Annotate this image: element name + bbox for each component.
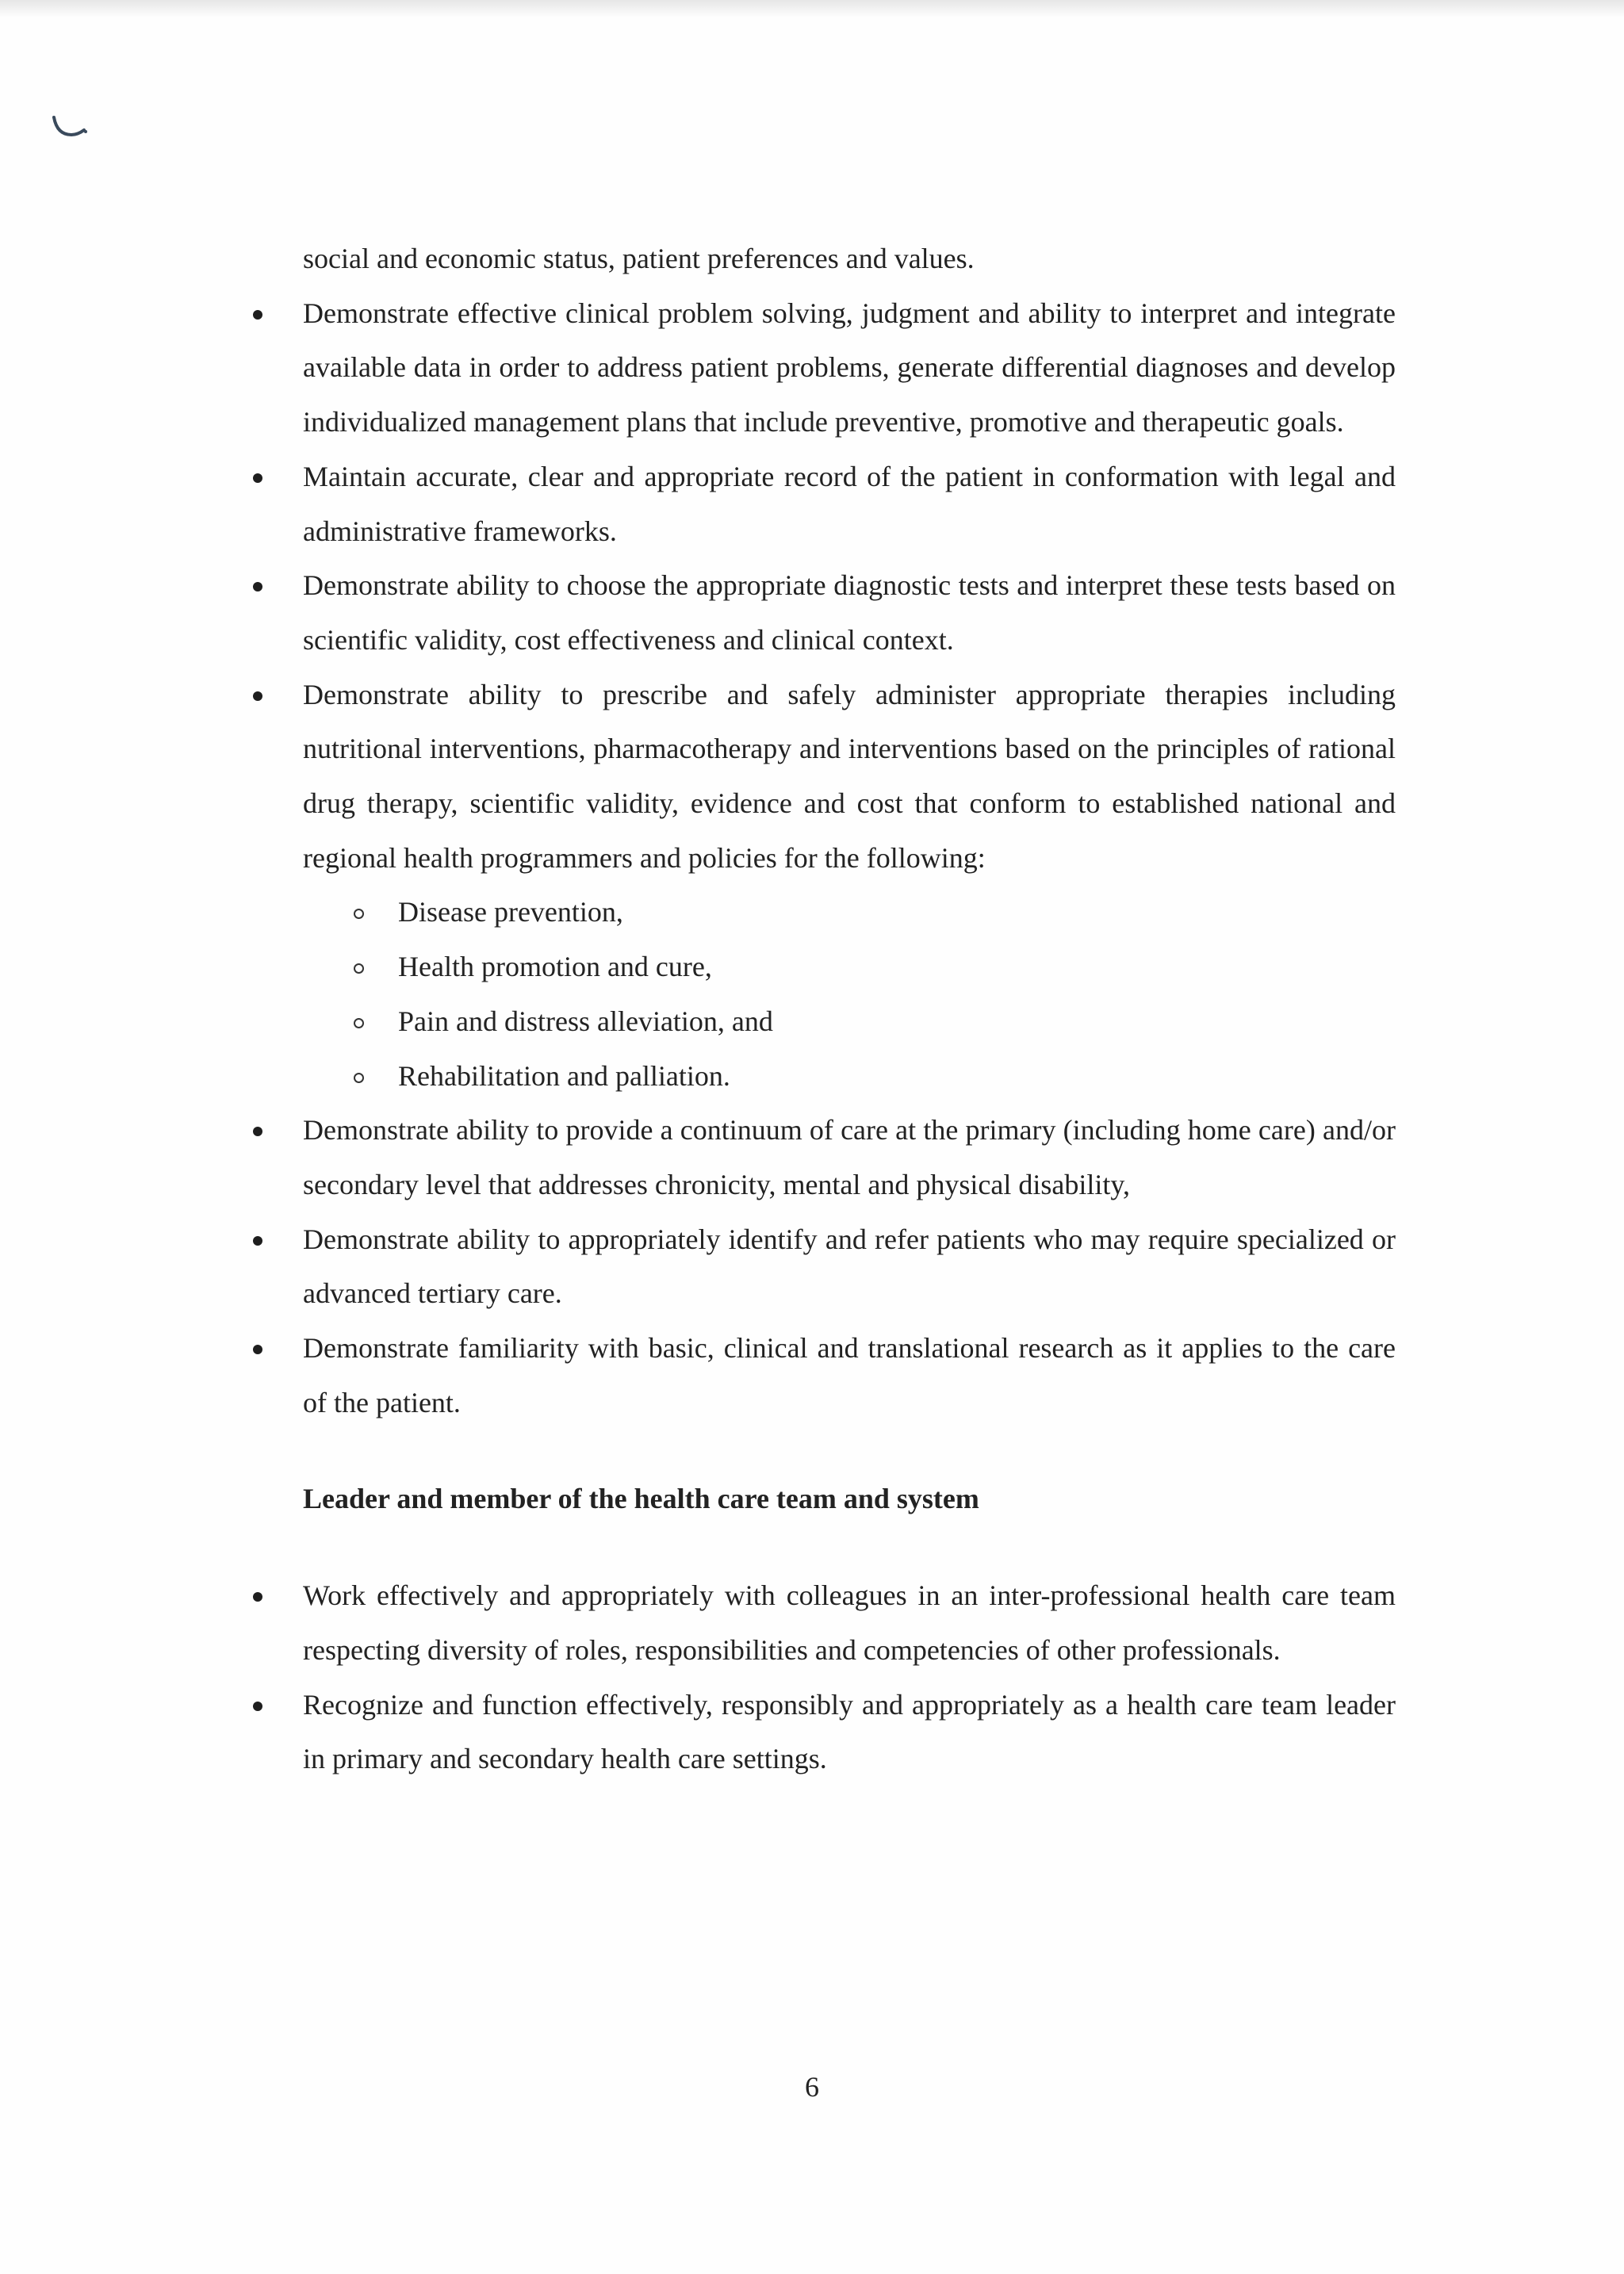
list-item-text: Demonstrate ability to prescribe and safely administer appropriate therapies including nutritional interventions, pharmacotherapy and interventions based on the principles of rational drug therapy, scientific validity, evidence and cost that conform to established national and regional health programmers and policies for the following: (303, 678, 1396, 874)
list-item: Work effectively and appropriately with colleagues in an inter-professional health care team respecting diversity of roles, responsibilities and competencies of other professionals. (303, 1568, 1396, 1677)
list-item: Demonstrate ability to provide a continuum of care at the primary (including home care) and/or secondary level that addresses chronicity, mental and physical disability, (303, 1103, 1396, 1212)
list-item: Demonstrate familiarity with basic, clinical and translational research as it applies to the care of the patient. (303, 1321, 1396, 1430)
page-number: 6 (805, 2071, 819, 2103)
list-item: Demonstrate ability to appropriately identify and refer patients who may require specialized or advanced tertiary care. (303, 1212, 1396, 1321)
sub-list-item: Rehabilitation and palliation. (398, 1049, 1396, 1104)
section-heading: Leader and member of the health care team and system (303, 1483, 979, 1515)
team-competency-list (303, 1568, 1396, 1786)
scan-artifact-mark (49, 111, 90, 143)
sub-list (303, 885, 1396, 1103)
competency-list (303, 286, 1396, 1430)
sub-list-item: Health promotion and cure, (398, 940, 1396, 994)
lead-paragraph: social and economic status, patient preferences and values. (303, 243, 975, 274)
list-item: Demonstrate ability to choose the appropriate diagnostic tests and interpret these tests based on scientific validity, cost effectiveness and clinical context. (303, 558, 1396, 667)
list-item-with-sublist (303, 668, 1396, 1104)
scan-top-shadow (0, 0, 1624, 17)
list-item: Maintain accurate, clear and appropriate record of the patient in conformation with legal and administrative frameworks. (303, 450, 1396, 558)
sub-list-item: Disease prevention, (398, 885, 1396, 940)
sub-list-item: Pain and distress alleviation, and (398, 994, 1396, 1049)
list-item: Recognize and function effectively, responsibly and appropriately as a health care team leader in primary and secondary health care settings. (303, 1678, 1396, 1786)
document-body (303, 232, 1396, 1786)
list-item: Demonstrate effective clinical problem solving, judgment and ability to interpret and integrate available data in order to address patient problems, generate differential diagnoses and develop individualized management plans that include preventive, promotive and therapeutic goals. (303, 286, 1396, 450)
